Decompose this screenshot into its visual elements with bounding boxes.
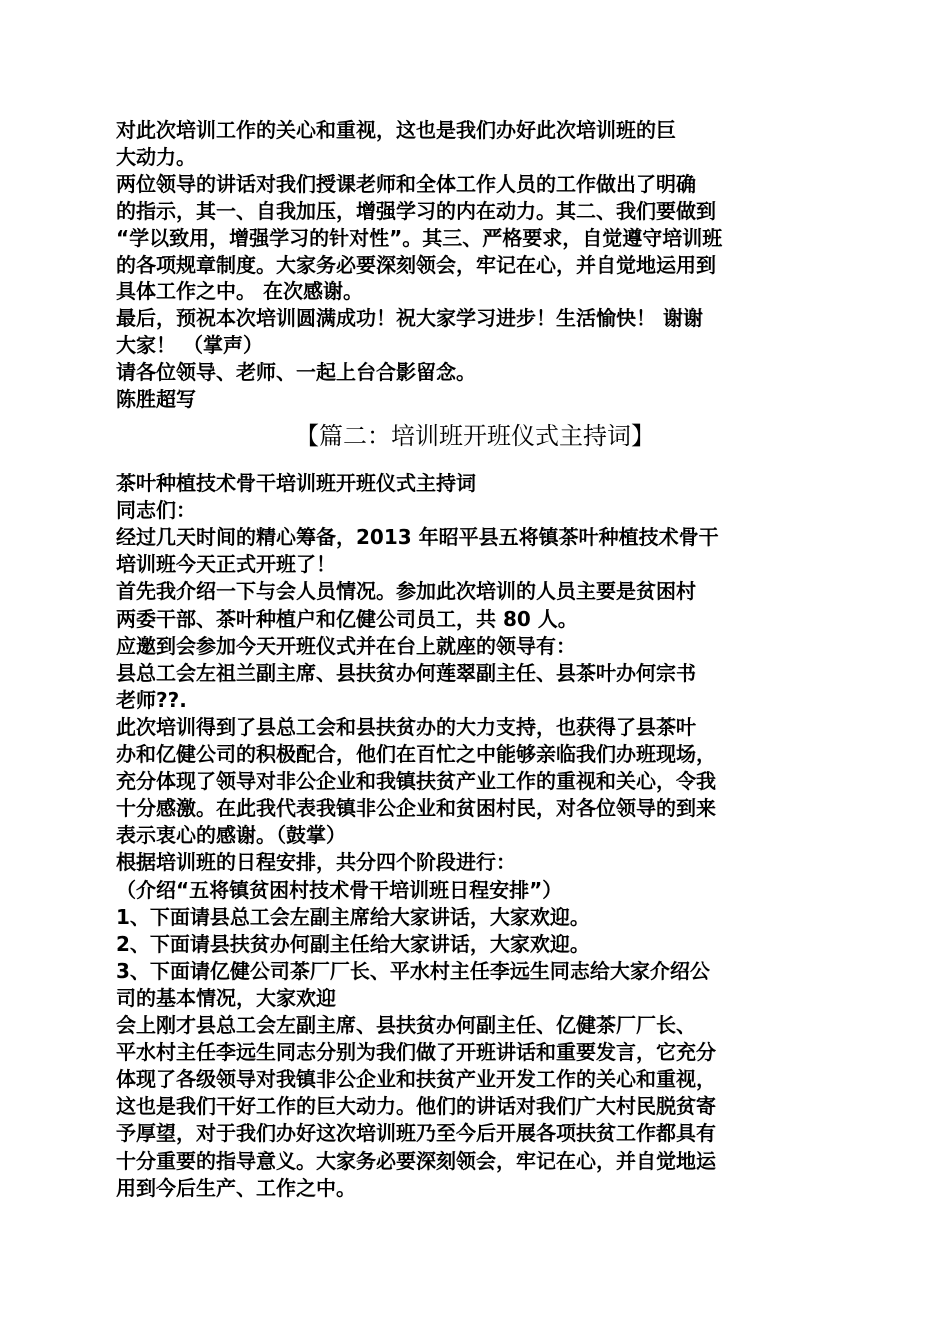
text-line: 予厚望，对于我们办好这次培训班乃至今后开展各项扶贫工作都具有 bbox=[116, 1121, 716, 1146]
text-line: 此次培训得到了县总工会和县扶贫办的大力支持，也获得了县茶叶 bbox=[116, 714, 696, 739]
text-line: 十分重要的指导意义。大家务必要深刻领会，牢记在心，并自觉地运 bbox=[116, 1148, 716, 1173]
text-line: 大家！ （掌声） bbox=[116, 333, 263, 358]
text-line: 体现了各级领导对我镇非公企业和扶贫产业开发工作的关心和重视， bbox=[116, 1067, 716, 1092]
text-line: 2、下面请县扶贫办何副主任给大家讲话，大家欢迎。 bbox=[116, 931, 590, 956]
text-line: 具体工作之中。 在次感谢。 bbox=[116, 279, 363, 304]
text-line: 3、下面请亿健公司茶厂厂长、平水村主任李远生同志给大家介绍公 bbox=[116, 958, 710, 983]
text-line: 经过几天时间的精心筹备，2013 年昭平县五将镇茶叶种植技术骨干 bbox=[116, 525, 719, 550]
text-line: 十分感激。在此我代表我镇非公企业和贫困村民，对各位领导的到来 bbox=[116, 796, 716, 821]
text-line: 县总工会左祖兰副主席、县扶贫办何莲翠副主任、县茶叶办何宗书 bbox=[116, 660, 696, 685]
text-line: 1、下面请县总工会左副主席给大家讲话，大家欢迎。 bbox=[116, 904, 590, 929]
text-line: 请各位领导、老师、一起上台合影留念。 bbox=[116, 360, 476, 385]
text-line: 会上刚才县总工会左副主席、县扶贫办何副主任、亿健茶厂厂长、 bbox=[116, 1013, 696, 1037]
text-line: （介绍“五将镇贫困村技术骨干培训班日程安排”） bbox=[116, 877, 563, 902]
text-line: 的指示，其一、自我加压，增强学习的内在动力。其二、我们要做到 bbox=[116, 198, 716, 223]
text-line: 首先我介绍一下与会人员情况。参加此次培训的人员主要是贫困村 bbox=[116, 579, 696, 604]
text-line: 用到今后生产、工作之中。 bbox=[116, 1175, 356, 1200]
section-heading: 【篇二：培训班开班仪式主持词】 bbox=[295, 422, 655, 450]
text-line: 这也是我们干好工作的巨大动力。他们的讲话对我们广大村民脱贫寄 bbox=[116, 1094, 716, 1119]
text-line: 陈胜超写 bbox=[116, 387, 196, 411]
text-line: 培训班今天正式开班了！ bbox=[116, 552, 336, 577]
text-line: 两位领导的讲话对我们授课老师和全体工作人员的工作做出了明确 bbox=[116, 171, 696, 196]
text-line: 的各项规章制度。大家务必要深刻领会，牢记在心，并自觉地运用到 bbox=[116, 252, 716, 277]
text-line: “学以致用，增强学习的针对性”。其三、严格要求，自觉遵守培训班 bbox=[116, 225, 723, 250]
text-line: 对此次培训工作的关心和重视，这也是我们办好此次培训班的巨 bbox=[116, 118, 676, 142]
text-line: 大动力。 bbox=[116, 144, 196, 169]
text-line: 充分体现了领导对非公企业和我镇扶贫产业工作的重视和关心，令我 bbox=[116, 769, 716, 794]
text-line: 茶叶种植技术骨干培训班开班仪式主持词 bbox=[116, 471, 476, 495]
text-line: 根据培训班的日程安排，共分四个阶段进行： bbox=[116, 850, 516, 875]
text-line: 两委干部、茶叶种植户和亿健公司员工，共 80 人。 bbox=[116, 606, 578, 631]
text-line: 老师??. bbox=[116, 687, 187, 712]
text-line: 平水村主任李远生同志分别为我们做了开班讲话和重要发言，它充分 bbox=[116, 1040, 716, 1065]
text-line: 应邀到会参加今天开班仪式并在台上就座的领导有： bbox=[116, 633, 576, 658]
text-line: 表示衷心的感谢。（鼓掌） bbox=[116, 823, 346, 848]
text-line: 最后，预祝本次培训圆满成功！祝大家学习进步！生活愉快！ 谢谢 bbox=[116, 306, 703, 331]
text-line: 同志们： bbox=[116, 498, 196, 523]
text-line: 办和亿健公司的积极配合，他们在百忙之中能够亲临我们办班现场， bbox=[116, 742, 716, 766]
text-line: 司的基本情况，大家欢迎 bbox=[116, 985, 336, 1010]
